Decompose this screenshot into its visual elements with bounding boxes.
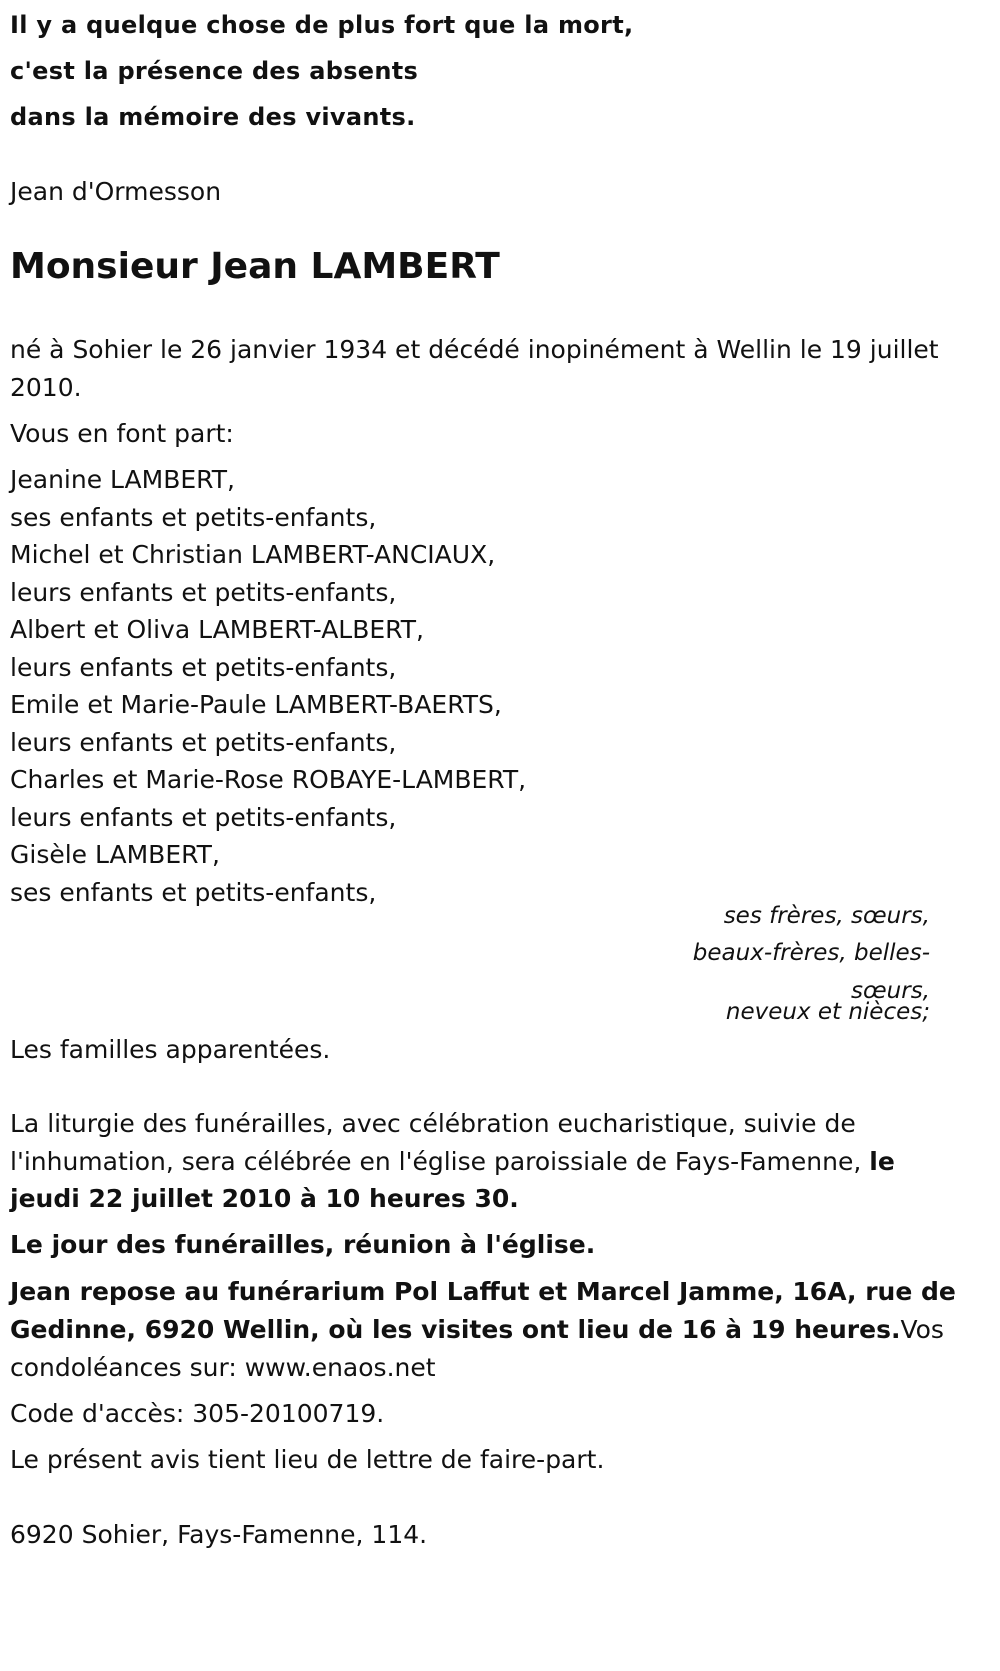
liturgy-line-2 — [10, 1142, 895, 1182]
birth-death-line-2: 2010. — [10, 373, 82, 402]
related-families: Les familles apparentées. — [10, 1035, 331, 1064]
family-member-line: Gisèle LAMBERT, — [10, 840, 220, 869]
liturgy-date-start: le — [869, 1147, 895, 1176]
quote-line-3: dans la mémoire des vivants. — [10, 103, 416, 131]
faire-part-notice: Le présent avis tient lieu de lettre de faire-part. — [10, 1445, 605, 1474]
family-member-line: leurs enfants et petits-enfants, — [10, 802, 397, 832]
condolences-start: Vos — [900, 1315, 944, 1344]
relatives-line: sœurs, — [851, 978, 930, 1004]
family-member-line: Emile et Marie-Paule LAMBERT-BAERTS, — [10, 690, 502, 719]
family-member-line: leurs enfants et petits-enfants, — [10, 727, 397, 757]
family-member-line: Michel et Christian LAMBERT-ANCIAUX, — [10, 540, 496, 569]
family-member-line: Albert et Oliva LAMBERT-ALBERT, — [10, 615, 424, 644]
deceased-name: Monsieur Jean LAMBERT — [10, 246, 500, 287]
family-member-line: Charles et Marie-Rose ROBAYE-LAMBERT, — [10, 765, 527, 794]
announcement-intro: Vous en font part: — [10, 419, 234, 448]
family-address: 6920 Sohier, Fays-Famenne, 114. — [10, 1520, 428, 1549]
birth-death-line-1: né à Sohier le 26 janvier 1934 et décédé inopinément à Wellin le 19 juillet — [10, 335, 939, 364]
relatives-line: neveux et nièces; — [725, 999, 930, 1025]
family-member-line: Jeanine LAMBERT, — [10, 465, 235, 494]
quote-line-2: c'est la présence des absents — [10, 57, 419, 85]
family-member-line: leurs enfants et petits-enfants, — [10, 577, 397, 607]
liturgy-date: jeudi 22 juillet 2010 à 10 heures 30. — [10, 1184, 519, 1213]
relatives-line: beaux-frères, belles- — [692, 940, 930, 966]
quote-author: Jean d'Ormesson — [10, 177, 222, 206]
quote-line-1: Il y a quelque chose de plus fort que la mort, — [10, 11, 634, 39]
family-member-line: leurs enfants et petits-enfants, — [10, 652, 397, 682]
liturgy-line-2-text: l'inhumation, sera célébrée en l'église paroissiale de Fays-Famenne, — [10, 1147, 862, 1176]
access-code: Code d'accès: 305-20100719. — [10, 1399, 385, 1428]
family-member-line: ses enfants et petits-enfants, — [10, 502, 377, 532]
condolences-website: condoléances sur: www.enaos.net — [10, 1353, 436, 1382]
liturgy-line-1: La liturgie des funérailles, avec célébration eucharistique, suivie de — [10, 1109, 856, 1138]
repose-line-2 — [10, 1310, 944, 1350]
relatives-line: ses frères, sœurs, — [723, 903, 930, 929]
church-meeting: Le jour des funérailles, réunion à l'église. — [10, 1230, 596, 1259]
family-member-line: ses enfants et petits-enfants, — [10, 877, 377, 907]
repose-line-1: Jean repose au funérarium Pol Laffut et Marcel Jamme, 16A, rue de — [10, 1277, 956, 1306]
repose-location: Gedinne, 6920 Wellin, où les visites ont lieu de 16 à 19 heures. — [10, 1315, 901, 1344]
